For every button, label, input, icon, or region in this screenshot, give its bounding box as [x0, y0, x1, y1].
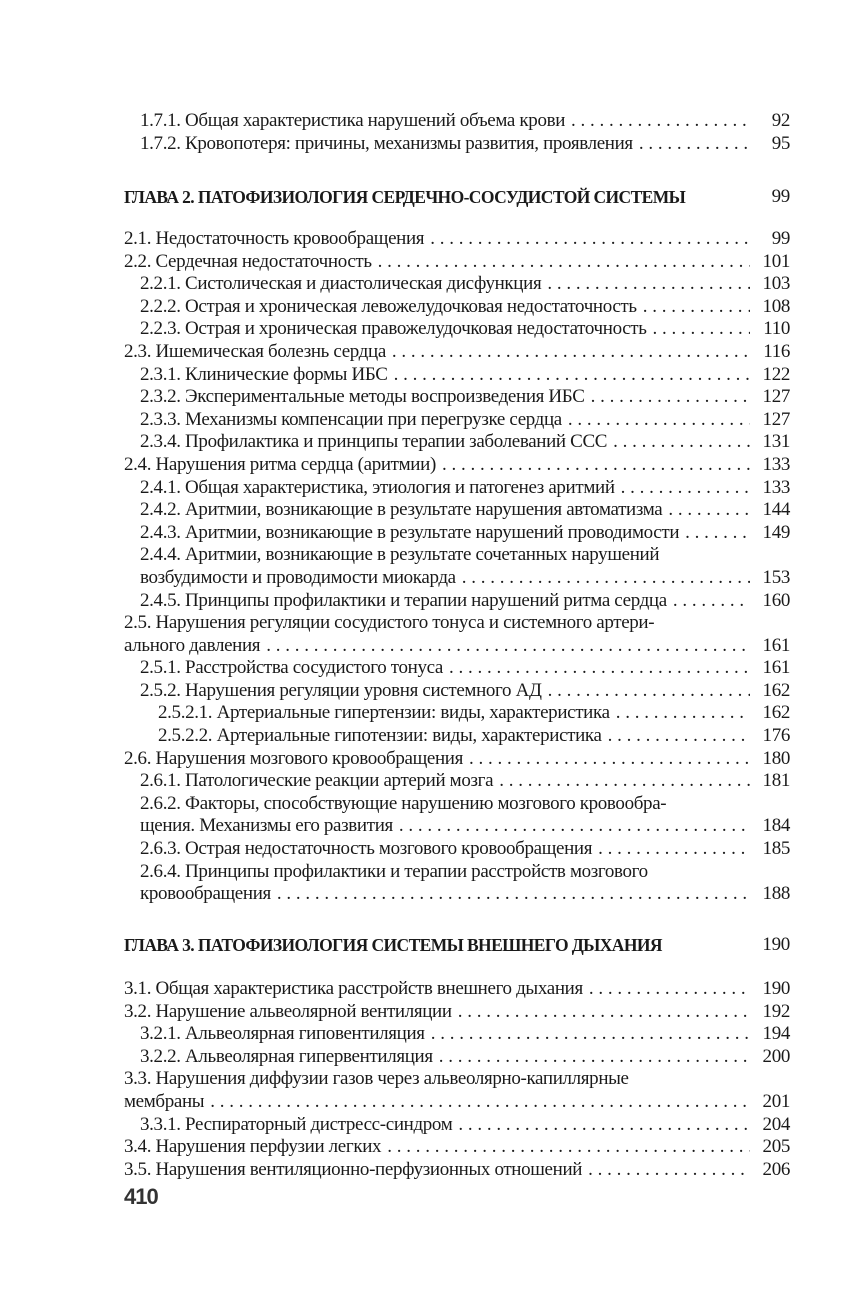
toc-entry-page: 188	[762, 883, 790, 905]
toc-entry	[124, 567, 790, 590]
dot-leader	[602, 725, 750, 748]
dot-leader	[456, 567, 750, 590]
dot-leader	[610, 702, 750, 725]
toc-entry	[124, 725, 790, 748]
dot-leader	[204, 1091, 750, 1114]
dot-leader	[679, 522, 750, 545]
toc-entry-page: 176	[762, 725, 790, 747]
toc-entry-page: 149	[762, 521, 790, 543]
toc-entry	[124, 612, 790, 635]
dot-leader	[667, 590, 750, 613]
toc-entry-page: 160	[762, 589, 790, 611]
toc-entry-page: 185	[762, 838, 790, 860]
toc-entry	[124, 883, 790, 906]
chapter-title: ГЛАВА 2. ПАТОФИЗИОЛОГИЯ СЕРДЕЧНО-СОСУДИСТОЙ СИСТЕМЫ	[124, 187, 686, 207]
toc-entry-page: 122	[762, 363, 790, 385]
dot-leader	[662, 499, 750, 522]
toc-entry	[124, 1001, 790, 1024]
toc-entry	[124, 522, 790, 545]
toc-entry-page: 192	[762, 1000, 790, 1022]
toc-entry	[124, 680, 790, 703]
dot-leader	[436, 454, 750, 477]
toc-entry	[124, 318, 790, 341]
toc-entry-title: 2.1. Недостаточность кровообращения	[124, 228, 425, 249]
dot-leader	[583, 978, 750, 1001]
toc-entry	[124, 544, 790, 567]
toc-entry	[124, 477, 790, 500]
toc-entry-title: 1.7.2. Кровопотеря: причины, механизмы развития, проявления	[140, 132, 633, 154]
dot-leader	[582, 1159, 750, 1182]
toc-entry	[124, 1136, 790, 1159]
chapter-page: 190	[762, 934, 790, 955]
chapter-2-heading	[124, 185, 790, 209]
toc-section-chapter-3	[124, 978, 790, 1181]
toc-entry-page: 127	[762, 408, 790, 430]
toc-entry-title: 2.6.2. Факторы, способствующие нарушению мозгового кровообра-	[140, 792, 667, 814]
dot-leader	[424, 228, 750, 251]
toc-entry	[124, 431, 790, 454]
dot-leader	[541, 273, 750, 296]
dot-leader	[542, 680, 750, 703]
toc-entry-title: 3.3. Нарушения диффузии газов через альвеолярно-капиллярные	[124, 1068, 629, 1090]
toc-entry-page: 110	[763, 318, 790, 340]
toc-section-chapter-1-tail	[124, 110, 790, 155]
toc-entry-page: 108	[762, 295, 790, 317]
toc-entry-page: 116	[763, 340, 790, 362]
toc-entry-title: 2.2.2. Острая и хроническая левожелудочковая недостаточность	[140, 295, 637, 317]
toc-entry-page: 131	[762, 431, 790, 453]
toc-entry	[124, 251, 790, 274]
toc-entry	[124, 590, 790, 613]
toc-entry	[124, 296, 790, 319]
toc-entry-title: 2.3.3. Механизмы компенсации при перегрузке сердца	[140, 408, 562, 430]
toc-entry	[124, 1091, 790, 1114]
toc-entry-title: 2.4.4. Аритмии, возникающие в результате сочетанных нарушений	[140, 544, 660, 566]
dot-leader	[607, 431, 750, 454]
toc-entry-page: 133	[762, 476, 790, 498]
toc-entry-title: 2.4.5. Принципы профилактики и терапии нарушений ритма сердца	[140, 589, 667, 611]
toc-entry-title: щения. Механизмы его развития	[140, 815, 393, 837]
toc-entry-title: 2.4. Нарушения ритма сердца (аритмии)	[124, 453, 436, 475]
toc-entry-page: 194	[762, 1023, 790, 1045]
toc-entry	[124, 1159, 790, 1182]
dot-leader	[463, 748, 750, 771]
toc-entry-page: 95	[771, 132, 790, 154]
chapter-title: ГЛАВА 3. ПАТОФИЗИОЛОГИЯ СИСТЕМЫ ВНЕШНЕГО ДЫХАНИЯ	[124, 935, 662, 955]
toc-entry-title: 2.6.1. Патологические реакции артерий мозга	[140, 770, 494, 792]
dot-leader	[493, 770, 750, 793]
dot-leader	[393, 815, 750, 838]
toc-entry	[124, 657, 790, 680]
toc-entry	[124, 1046, 790, 1069]
toc-entry-title: 2.2.3. Острая и хроническая правожелудочковая недостаточность	[140, 318, 647, 340]
toc-entry-title: 3.2. Нарушение альвеолярной вентиляции	[124, 1000, 452, 1022]
dot-leader	[562, 409, 750, 432]
page-number: 410	[124, 1184, 158, 1209]
toc-entry	[124, 228, 790, 251]
toc-entry	[124, 341, 790, 364]
toc-entry-title: 2.5. Нарушения регуляции сосудистого тонуса и системного артери-	[124, 612, 655, 634]
toc-entry	[124, 133, 790, 156]
dot-leader	[260, 635, 750, 658]
toc-entry-title: мембраны	[124, 1090, 205, 1112]
toc-entry	[124, 454, 790, 477]
dot-leader	[452, 1114, 750, 1137]
toc-entry-title: 2.3.4. Профилактика и принципы терапии заболеваний ССС	[140, 431, 608, 453]
toc-entry-title: 2.4.3. Аритмии, возникающие в результате нарушений проводимости	[140, 521, 680, 543]
toc-entry-title: 2.6.4. Принципы профилактики и терапии расстройств мозгового	[140, 860, 648, 882]
toc-entry	[124, 702, 790, 725]
toc-section-chapter-2	[124, 228, 790, 906]
toc-entry	[124, 815, 790, 838]
toc-entry-page: 99	[771, 228, 790, 249]
toc-entry-title: 2.5.1. Расстройства сосудистого тонуса	[140, 657, 444, 679]
dot-leader	[585, 386, 750, 409]
toc-entry-title: 2.5.2.2. Артериальные гипотензии: виды, характеристика	[158, 725, 602, 747]
toc-entry-title: 2.6.3. Острая недостаточность мозгового кровообращения	[140, 838, 593, 860]
toc-entry-page: 153	[762, 566, 790, 588]
toc-entry-title: 2.5.2.1. Артериальные гипертензии: виды, характеристика	[158, 702, 610, 724]
toc-entry	[124, 273, 790, 296]
toc-entry	[124, 386, 790, 409]
toc-entry-page: 92	[771, 110, 790, 131]
toc-entry-title: кровообращения	[140, 883, 271, 905]
toc-entry-title: 2.5.2. Нарушения регуляции уровня системного АД	[140, 679, 542, 701]
dot-leader	[592, 838, 750, 861]
toc-entry-page: 184	[762, 815, 790, 837]
toc-entry-title: 3.4. Нарушения перфузии легких	[124, 1136, 382, 1158]
toc-entry	[124, 409, 790, 432]
dot-leader	[443, 657, 750, 680]
toc-entry-title: 2.4.1. Общая характеристика, этиология и патогенез аритмий	[140, 476, 615, 498]
toc-entry	[124, 861, 790, 884]
toc-entry	[124, 1114, 790, 1137]
toc-entry-title: 3.5. Нарушения вентиляционно-перфузионных отношений	[124, 1158, 583, 1180]
toc-entry-page: 180	[762, 747, 790, 769]
dot-leader	[615, 477, 750, 500]
toc-entry-page: 161	[762, 657, 790, 679]
toc-entry-title: 3.3.1. Респираторный дистресс-синдром	[140, 1113, 453, 1135]
toc-entry-page: 133	[762, 453, 790, 475]
toc-entry-page: 162	[762, 702, 790, 724]
toc-entry-title: 2.3. Ишемическая болезнь сердца	[124, 340, 386, 362]
toc-entry-page: 127	[762, 386, 790, 408]
toc-entry-page: 200	[762, 1045, 790, 1067]
toc-entry	[124, 1068, 790, 1091]
toc-entry-title: 2.2. Сердечная недостаточность	[124, 250, 372, 272]
toc-entry-title: 2.3.1. Клинические формы ИБС	[140, 363, 388, 385]
toc-entry-page: 205	[762, 1136, 790, 1158]
chapter-page: 99	[771, 186, 790, 207]
toc-entry-title: 2.2.1. Систолическая и диастолическая дисфункция	[140, 273, 542, 295]
toc-entry-page: 181	[762, 770, 790, 792]
toc-entry-title: 3.2.1. Альвеолярная гиповентиляция	[140, 1023, 425, 1045]
toc-entry-title: 2.6. Нарушения мозгового кровообращения	[124, 747, 463, 769]
toc-entry	[124, 635, 790, 658]
toc-entry	[124, 364, 790, 387]
toc-entry-title: ального давления	[124, 634, 261, 656]
toc-entry-page: 144	[762, 499, 790, 521]
dot-leader	[372, 251, 750, 274]
toc-entry-page: 101	[762, 250, 790, 272]
dot-leader	[647, 318, 750, 341]
toc-entry	[124, 499, 790, 522]
dot-leader	[633, 133, 750, 156]
toc-entry-page: 204	[762, 1113, 790, 1135]
toc-entry-page: 201	[762, 1090, 790, 1112]
toc-entry	[124, 793, 790, 816]
toc-entry-title: 2.3.2. Экспериментальные методы воспроизведения ИБС	[140, 386, 585, 408]
dot-leader	[425, 1023, 750, 1046]
dot-leader	[637, 296, 750, 319]
toc-entry	[124, 748, 790, 771]
toc-entry	[124, 770, 790, 793]
toc-entry-page: 162	[762, 679, 790, 701]
toc-entry-title: 3.2.2. Альвеолярная гипервентиляция	[140, 1045, 433, 1067]
toc-entry-page: 161	[762, 634, 790, 656]
dot-leader	[381, 1136, 750, 1159]
dot-leader	[271, 883, 750, 906]
toc-entry	[124, 838, 790, 861]
toc-entry	[124, 978, 790, 1001]
dot-leader	[388, 364, 750, 387]
toc-entry-title: возбудимости и проводимости миокарда	[140, 566, 456, 588]
toc-entry	[124, 1023, 790, 1046]
dot-leader	[565, 110, 750, 133]
dot-leader	[386, 341, 750, 364]
toc-entry-page: 206	[762, 1158, 790, 1180]
toc-entry-page: 103	[762, 273, 790, 295]
toc-entry-title: 3.1. Общая характеристика расстройств внешнего дыхания	[124, 978, 583, 999]
chapter-3-heading	[124, 933, 790, 957]
dot-leader	[433, 1046, 750, 1069]
toc-entry	[124, 110, 790, 133]
toc-entry-title: 2.4.2. Аритмии, возникающие в результате нарушения автоматизма	[140, 499, 663, 521]
toc-entry-title: 1.7.1. Общая характеристика нарушений объема крови	[140, 110, 566, 131]
toc-entry-page: 190	[762, 978, 790, 999]
dot-leader	[452, 1001, 750, 1024]
